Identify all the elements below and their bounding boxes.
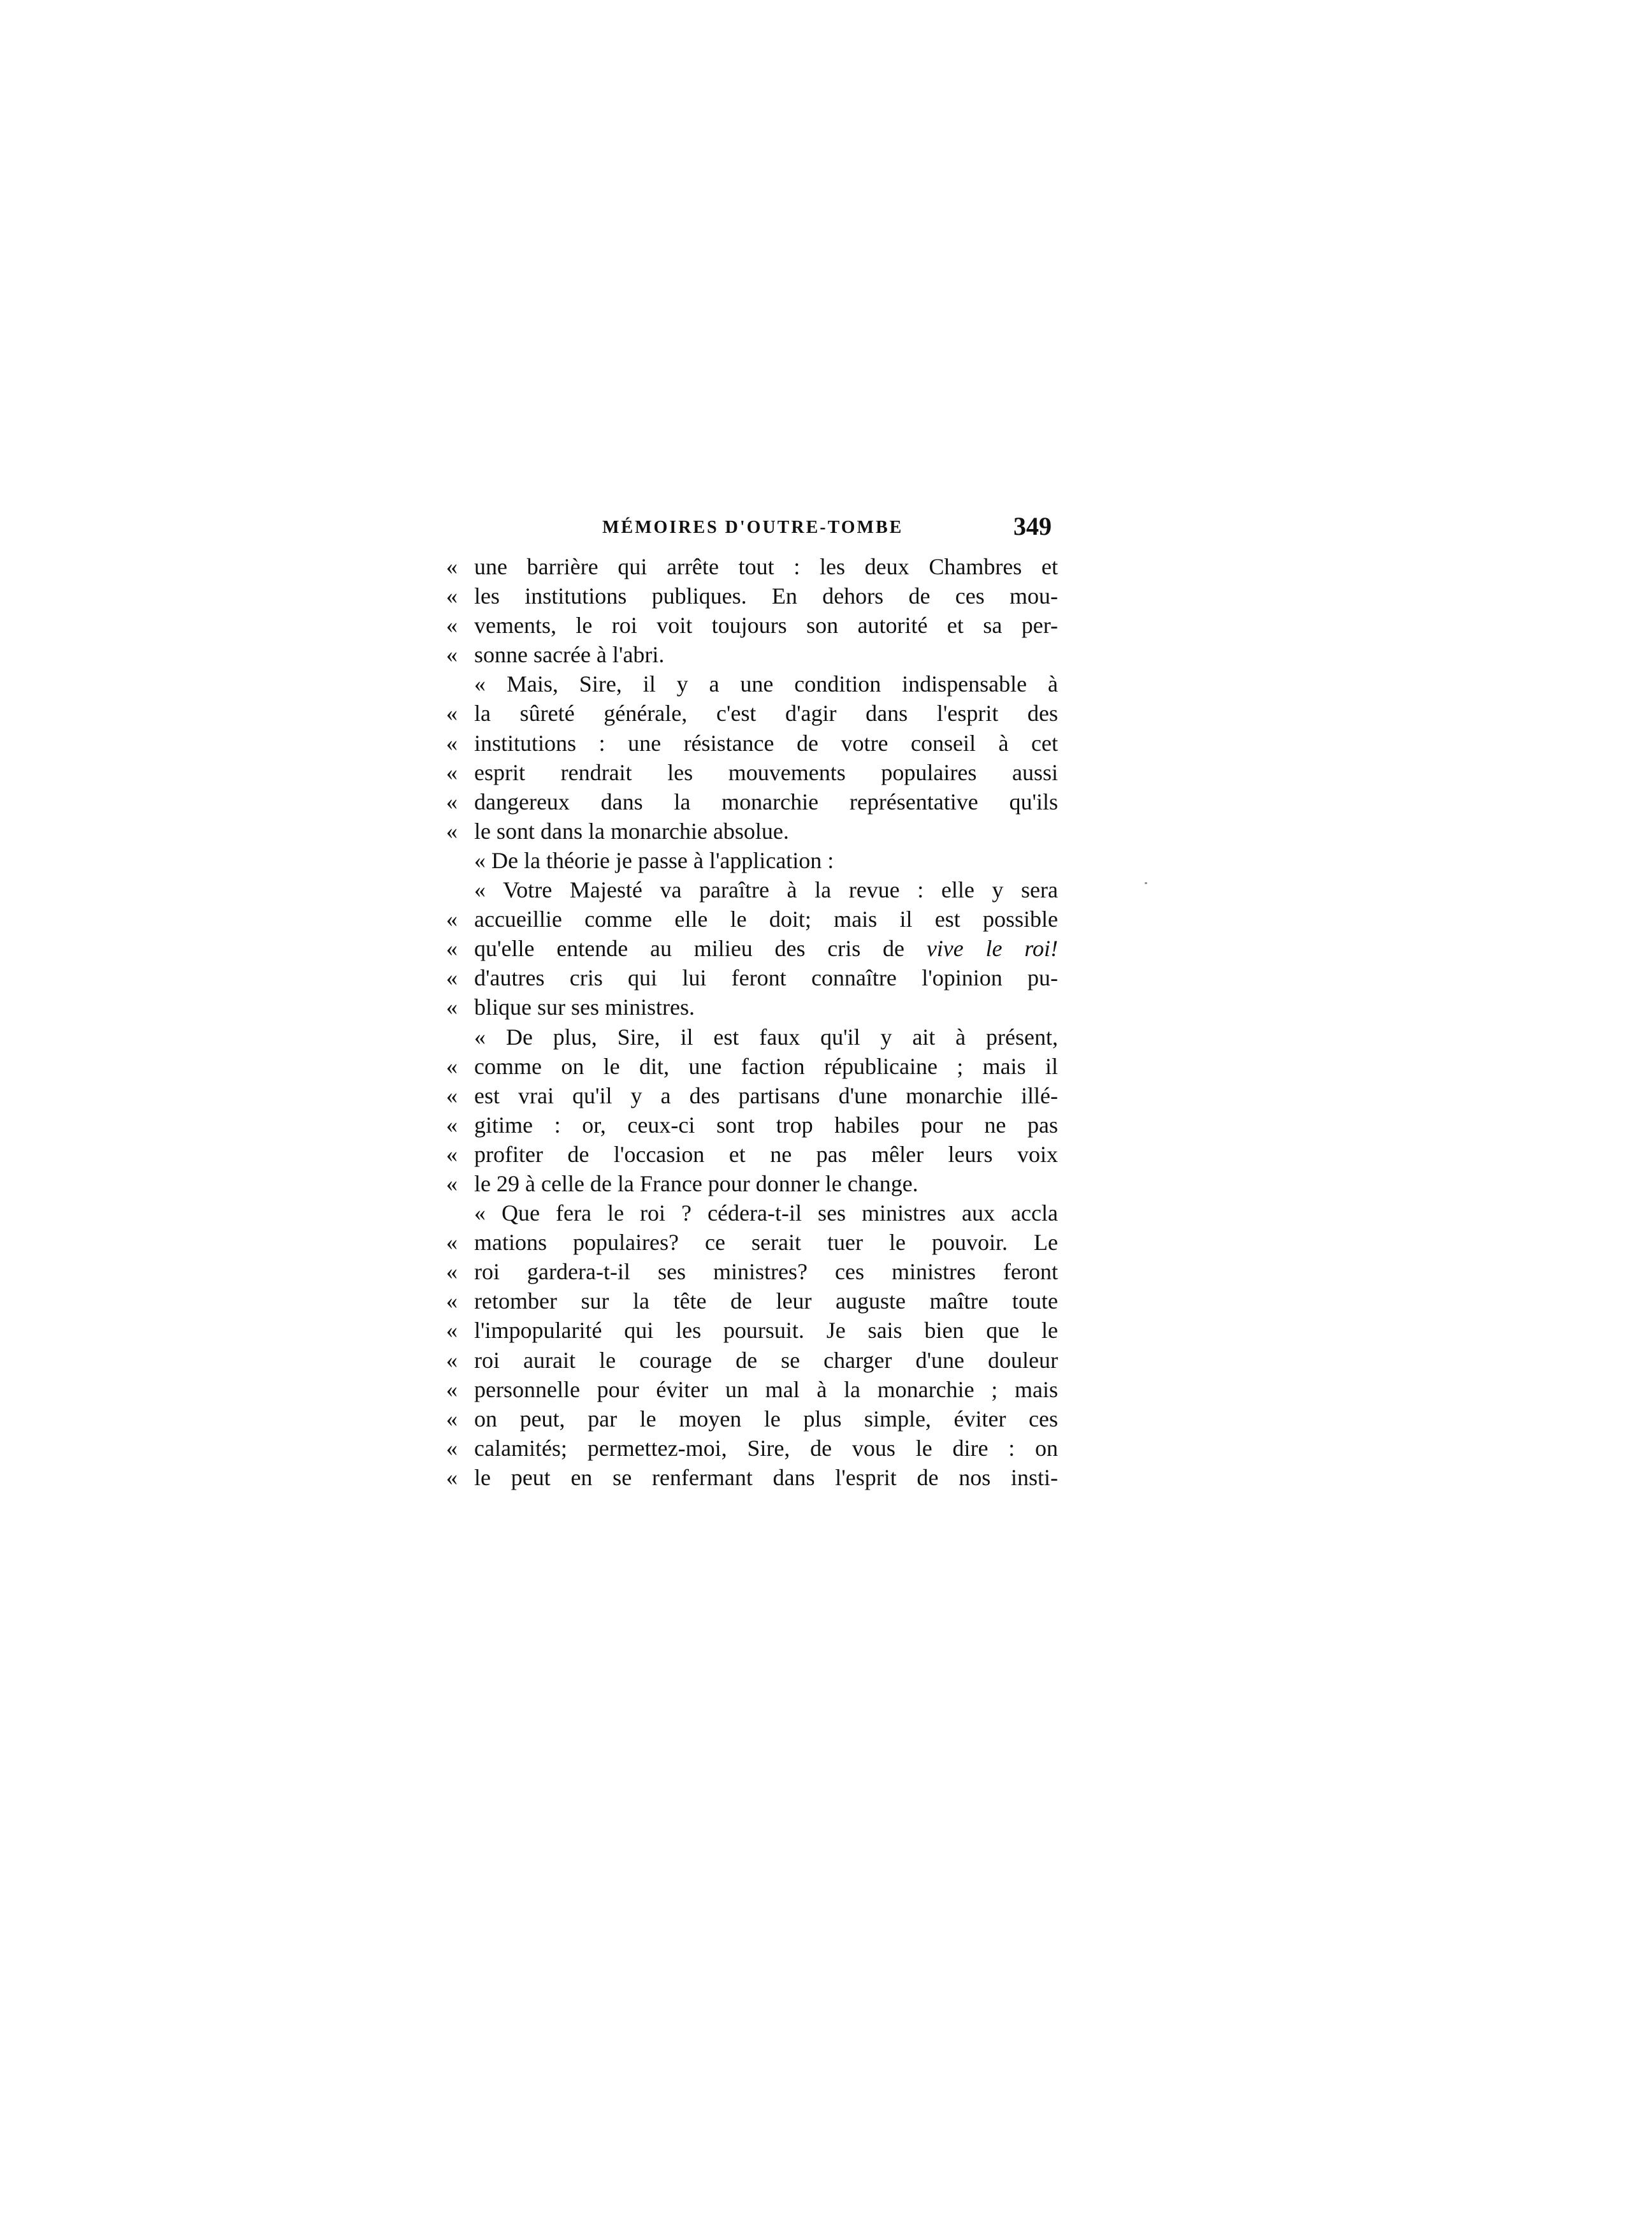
line-text: « De plus, Sire, il est faux qu'il y ait à présent, [474, 1024, 1058, 1050]
line-text: profiter de l'occasion et ne pas mêler leurs voix [474, 1141, 1058, 1167]
running-head [446, 510, 1058, 548]
quote-mark: « [446, 818, 458, 844]
quote-mark: « [446, 965, 458, 991]
line-text: comme on le dit, une faction républicaine ; mais il [474, 1053, 1058, 1079]
text-line [446, 640, 1058, 669]
text-line [446, 1404, 1058, 1434]
line-text: personnelle pour éviter un mal à la monarchie ; mais [474, 1376, 1058, 1402]
text-line [446, 817, 1058, 846]
quote-mark: « [446, 906, 458, 933]
line-text: une barrière qui arrête tout : les deux Chambres et [474, 554, 1058, 579]
line-text: on peut, par le moyen le plus simple, éviter ces [474, 1405, 1058, 1432]
line-text: « Que fera le roi ? cédera-t-il ses ministres aux accla [474, 1200, 1058, 1226]
line-text: gitime : or, ceux-ci sont trop habiles pour ne pas [474, 1112, 1058, 1138]
quote-mark: « [446, 994, 458, 1020]
quote-mark: « [446, 1347, 458, 1373]
line-text: roi aurait le courage de se charger d'une douleur [474, 1347, 1058, 1373]
line-text: institutions : une résistance de votre conseil à cet [474, 730, 1058, 756]
line-text: l'impopularité qui les poursuit. Je sais bien que le [474, 1318, 1058, 1344]
text-line [446, 1022, 1058, 1052]
text-line [446, 669, 1058, 699]
quote-mark: « [446, 759, 458, 785]
body-text [446, 552, 1058, 1492]
text-line [446, 581, 1058, 611]
book-page [446, 510, 1058, 1492]
speck-mark [1145, 882, 1147, 884]
text-line [446, 611, 1058, 640]
text-line [446, 1316, 1058, 1345]
running-title: MÉMOIRES D'OUTRE-TOMBE [602, 518, 904, 537]
quote-mark: « [446, 1259, 458, 1285]
text-line [446, 1257, 1058, 1286]
text-line [446, 1140, 1058, 1169]
line-text: accueillie comme elle le doit; mais il est possible [474, 906, 1058, 933]
line-text: le sont dans la monarchie absolue. [474, 818, 789, 844]
quote-mark: « [446, 1318, 458, 1344]
quote-mark: « [446, 1082, 458, 1108]
line-text: « De la théorie je passe à l'application : [474, 847, 834, 873]
quote-mark: « [446, 1376, 458, 1402]
line-text: mations populaires? ce serait tuer le pouvoir. Le [474, 1230, 1058, 1256]
quote-mark: « [446, 1053, 458, 1079]
line-text: les institutions publiques. En dehors de ces mou- [474, 583, 1058, 609]
quote-mark: « [446, 1141, 458, 1167]
line-text: « Mais, Sire, il y a une condition indispensable à [474, 671, 1058, 697]
line-text: la sûreté générale, c'est d'agir dans l'esprit des [474, 701, 1058, 727]
line-text: blique sur ses ministres. [474, 994, 695, 1020]
text-line [446, 1463, 1058, 1492]
line-text: le peut en se renfermant dans l'esprit de nos insti- [474, 1464, 1058, 1490]
line-text: est vrai qu'il y a des partisans d'une monarchie illé- [474, 1082, 1058, 1108]
text-line [446, 992, 1058, 1022]
quote-mark: « [446, 1435, 458, 1461]
text-line [446, 963, 1058, 992]
quote-mark: « [446, 1288, 458, 1314]
quote-mark: « [446, 613, 458, 639]
text-line [446, 787, 1058, 817]
line-text: « Votre Majesté va paraître à la revue : elle y sera [474, 877, 1058, 903]
text-line [446, 1375, 1058, 1404]
quote-mark: « [446, 1112, 458, 1138]
text-line [446, 1434, 1058, 1463]
text-line [446, 1110, 1058, 1140]
text-line [446, 729, 1058, 758]
text-line [446, 934, 1058, 963]
line-text: calamités; permettez-moi, Sire, de vous le dire : on [474, 1435, 1058, 1461]
quote-mark: « [446, 701, 458, 727]
text-line [446, 904, 1058, 934]
text-line [446, 758, 1058, 787]
text-line [446, 1286, 1058, 1316]
line-text: vements, le roi voit toujours son autorité et sa per- [474, 613, 1058, 639]
line-text: dangereux dans la monarchie représentative qu'ils [474, 788, 1058, 815]
line-text: d'autres cris qui lui feront connaître l'opinion pu- [474, 965, 1058, 991]
quote-mark: « [446, 1464, 458, 1490]
quote-mark: « [446, 1405, 458, 1432]
line-text: esprit rendrait les mouvements populaires aussi [474, 759, 1058, 785]
text-line [446, 1228, 1058, 1257]
text-line [446, 1081, 1058, 1110]
line-text: le 29 à celle de la France pour donner le change. [474, 1170, 918, 1196]
page-number: 349 [1013, 512, 1052, 541]
quote-mark: « [446, 642, 458, 668]
line-text: roi gardera-t-il ses ministres? ces ministres feront [474, 1259, 1058, 1285]
text-line [446, 875, 1058, 904]
line-text: sonne sacrée à l'abri. [474, 642, 665, 668]
quote-mark: « [446, 936, 458, 962]
text-line [446, 1052, 1058, 1081]
line-text: retomber sur la tête de leur auguste maître toute [474, 1288, 1058, 1314]
text-line [446, 1198, 1058, 1228]
text-line [446, 699, 1058, 728]
line-text: qu'elle entende au milieu des cris de vive le roi! [474, 936, 1058, 962]
quote-mark: « [446, 1170, 458, 1196]
text-line [446, 552, 1058, 581]
text-line [446, 846, 1058, 875]
quote-mark: « [446, 1230, 458, 1256]
text-line [446, 1346, 1058, 1375]
quote-mark: « [446, 788, 458, 815]
quote-mark: « [446, 583, 458, 609]
quote-mark: « [446, 730, 458, 756]
text-line [446, 1169, 1058, 1198]
quote-mark: « [446, 554, 458, 579]
